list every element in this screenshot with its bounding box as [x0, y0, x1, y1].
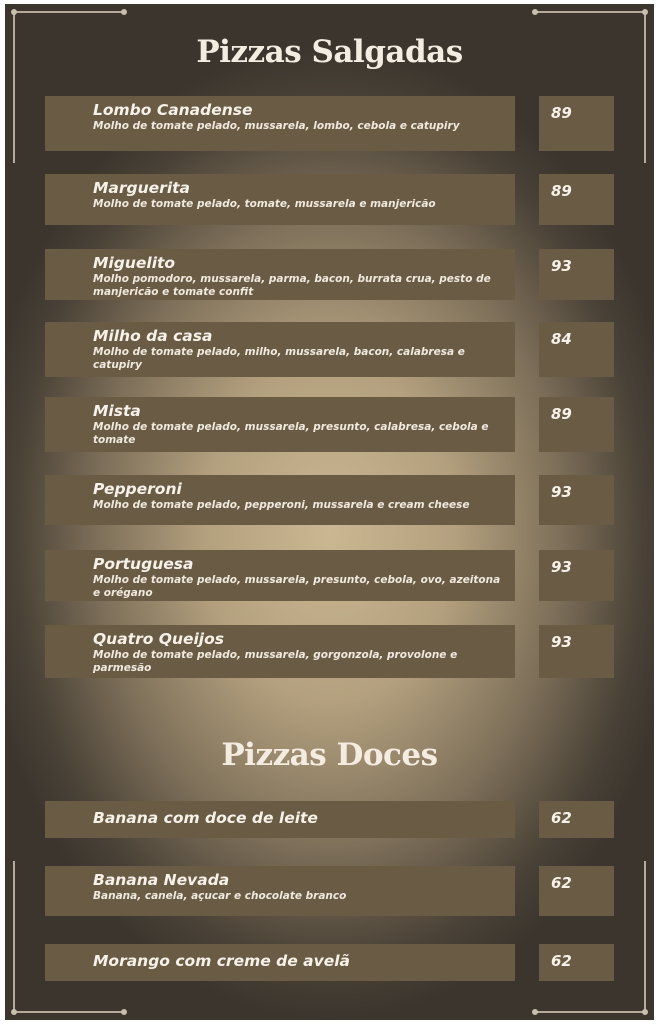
menu-item-lombo-canadense	[45, 96, 515, 151]
item-price: 84	[539, 322, 614, 377]
item-name: Morango com creme de avelã	[93, 952, 350, 970]
item-price: 89	[539, 96, 614, 151]
item-price: 93	[539, 550, 614, 601]
item-name: Portuguesa	[93, 555, 194, 573]
menu-item-banana-doce-de-leite	[45, 801, 515, 838]
item-description: Molho pomodoro, mussarela, parma, bacon, burrata crua, pesto de manjericão e tomate confit	[93, 273, 491, 298]
item-name: Banana Nevada	[93, 871, 230, 889]
menu-item-morango-creme-avela	[45, 944, 515, 981]
item-name: Pepperoni	[93, 480, 182, 498]
menu-item-miguelito	[45, 249, 515, 300]
item-name: Milho da casa	[93, 327, 213, 345]
item-description: Molho de tomate pelado, mussarela, presunto, calabresa, cebola e tomate	[93, 421, 489, 446]
item-name: Marguerita	[93, 179, 190, 197]
item-price: 89	[539, 174, 614, 225]
item-price: 93	[539, 625, 614, 678]
item-name: Banana com doce de leite	[93, 809, 318, 827]
item-description: Molho de tomate pelado, mussarela, presunto, cebola, ovo, azeitona e orégano	[93, 574, 501, 599]
item-price: 62	[539, 944, 614, 981]
menu-item-banana-nevada	[45, 866, 515, 916]
item-price: 62	[539, 866, 614, 916]
item-name: Mista	[93, 402, 141, 420]
item-price: 93	[539, 249, 614, 300]
menu-item-quatro-queijos	[45, 625, 515, 678]
menu-item-pepperoni	[45, 475, 515, 525]
item-description: Molho de tomate pelado, pepperoni, mussarela e cream cheese	[93, 499, 470, 511]
menu-item-marguerita	[45, 174, 515, 225]
menu-page	[5, 4, 654, 1020]
item-description: Molho de tomate pelado, mussarela, gorgonzola, provolone e parmesão	[93, 649, 458, 674]
item-name: Quatro Queijos	[93, 630, 224, 648]
item-price: 93	[539, 475, 614, 525]
section-title-salgadas: Pizzas Salgadas	[196, 34, 463, 70]
item-name: Lombo Canadense	[93, 101, 253, 119]
item-description: Banana, canela, açucar e chocolate branco	[93, 890, 347, 902]
section-title-doces: Pizzas Doces	[221, 737, 438, 773]
menu-item-portuguesa	[45, 550, 515, 601]
item-description: Molho de tomate pelado, milho, mussarela, bacon, calabresa e catupiry	[93, 346, 465, 371]
item-price: 89	[539, 397, 614, 452]
item-description: Molho de tomate pelado, mussarela, lombo, cebola e catupiry	[93, 120, 460, 132]
menu-item-mista	[45, 397, 515, 452]
item-name: Miguelito	[93, 254, 176, 272]
item-description: Molho de tomate pelado, tomate, mussarela e manjericão	[93, 198, 436, 210]
item-price: 62	[539, 801, 614, 838]
menu-item-milho-da-casa	[45, 322, 515, 377]
